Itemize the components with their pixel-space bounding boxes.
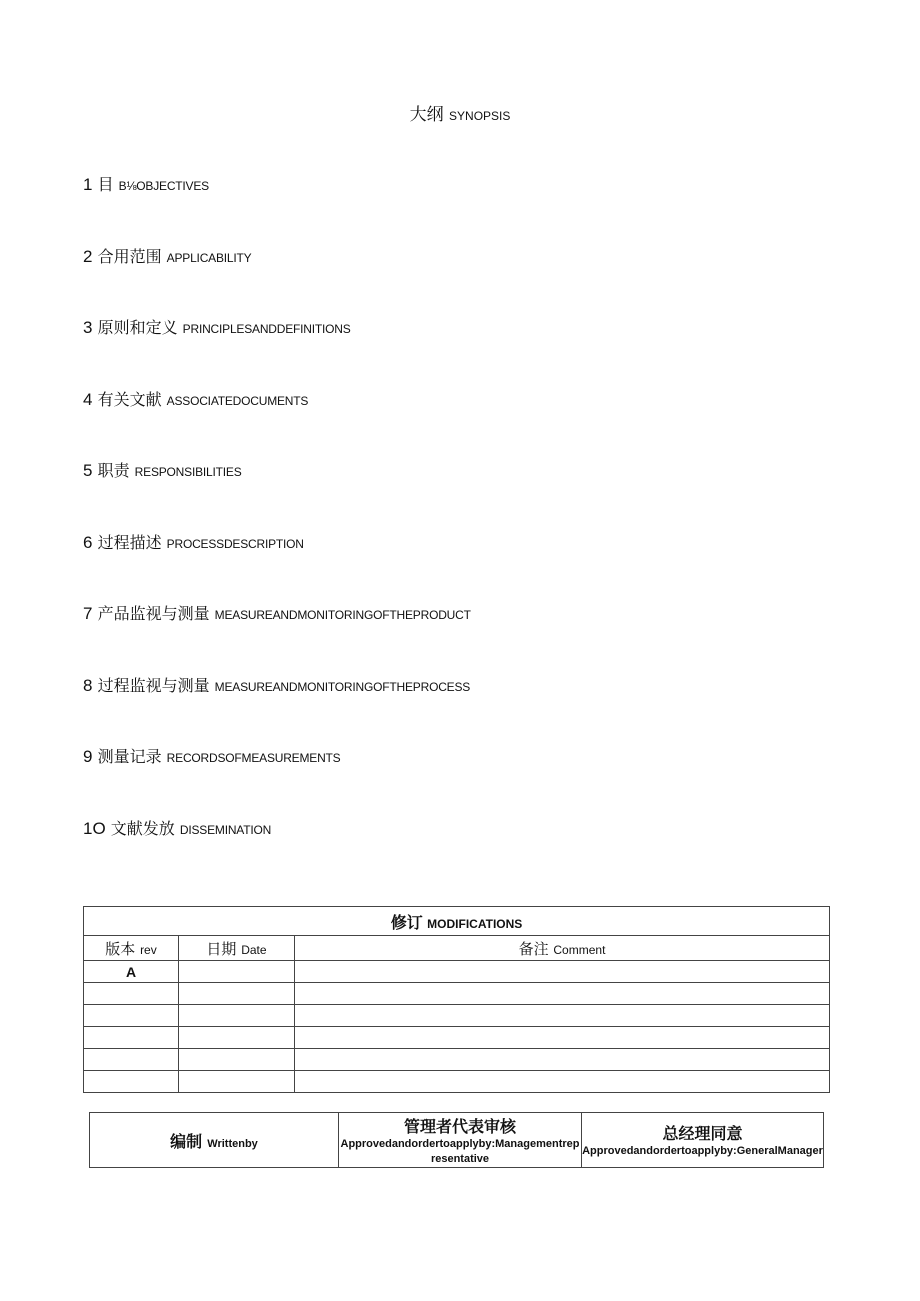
general-manager-approval-cell — [582, 1113, 824, 1168]
comment-cell — [295, 1049, 830, 1071]
general-manager-approval-en: Approvedandordertoapplyby:GeneralManager — [582, 1145, 823, 1157]
toc-number: 1O — [83, 819, 106, 838]
column-header-rev-en: rev — [140, 942, 157, 957]
date-cell — [179, 961, 295, 983]
table-row — [84, 1071, 830, 1093]
toc-item — [83, 744, 341, 767]
modifications-title — [84, 907, 830, 936]
rev-cell — [84, 1005, 179, 1027]
rev-cell — [84, 1027, 179, 1049]
comment-cell — [295, 961, 830, 983]
toc-title-en: PROCESSDESCRIPTION — [166, 537, 304, 551]
column-header-comment-en: Comment — [553, 942, 606, 957]
column-header-date-en: Date — [241, 942, 267, 957]
column-header-rev — [84, 936, 179, 961]
page-title — [0, 100, 920, 125]
toc-title-en: B⅛OBJECTIVES — [118, 179, 209, 193]
toc-item — [83, 458, 242, 481]
modifications-title-zh: 修订 — [390, 912, 423, 932]
toc-title-en: DISSEMINATION — [179, 823, 272, 837]
toc-title-zh: 过程描述 — [97, 533, 162, 552]
toc-title-zh: 目 — [97, 175, 114, 194]
toc-item — [83, 315, 351, 338]
toc-item — [83, 172, 209, 195]
management-approval-en: Approvedandordertoapplyby:Managementrepresentative — [340, 1137, 580, 1165]
toc-number: 6 — [83, 533, 93, 552]
toc-number: 4 — [83, 390, 93, 409]
page-title-en: SYNOPSIS — [449, 109, 511, 123]
column-header-date — [179, 936, 295, 961]
modifications-title-en: MODIFICATIONS — [427, 916, 523, 931]
toc-title-zh: 职责 — [97, 461, 130, 480]
rev-cell — [84, 1071, 179, 1093]
comment-cell — [295, 1005, 830, 1027]
general-manager-approval-zh: 总经理同意 — [662, 1124, 743, 1143]
date-cell — [179, 1049, 295, 1071]
management-approval-cell — [339, 1113, 582, 1168]
page-title-zh: 大纲 — [409, 105, 444, 125]
toc-title-zh: 合用范围 — [97, 247, 162, 266]
signature-table — [89, 1112, 824, 1168]
written-by-en: Writtenby — [207, 1137, 258, 1150]
column-header-rev-zh: 版本 — [105, 939, 136, 958]
toc-number: 3 — [83, 318, 93, 337]
toc-number: 9 — [83, 747, 93, 766]
table-row — [84, 1049, 830, 1071]
table-row — [84, 1027, 830, 1049]
toc-number: 5 — [83, 461, 93, 480]
toc-item — [83, 673, 470, 696]
rev-cell — [84, 983, 179, 1005]
toc-item — [83, 244, 251, 267]
date-cell — [179, 983, 295, 1005]
column-header-comment-zh: 备注 — [518, 939, 549, 958]
toc-number: 7 — [83, 604, 93, 623]
toc-title-zh: 测量记录 — [97, 747, 162, 766]
column-header-date-zh: 日期 — [206, 939, 237, 958]
management-approval-zh: 管理者代表审核 — [403, 1116, 516, 1136]
toc-title-en: APPLICABILITY — [166, 251, 252, 265]
toc-item — [83, 816, 271, 839]
toc-title-zh: 产品监视与测量 — [97, 604, 210, 623]
toc-title-en: RESPONSIBILITIES — [134, 465, 242, 479]
toc-number: 1 — [83, 175, 93, 194]
table-row — [84, 961, 830, 983]
toc-title-en: PRINCIPLESANDDEFINITIONS — [182, 322, 351, 336]
toc-item — [83, 387, 308, 410]
comment-cell — [295, 1027, 830, 1049]
date-cell — [179, 1027, 295, 1049]
table-row — [84, 1005, 830, 1027]
table-row — [84, 983, 830, 1005]
toc-title-zh: 过程监视与测量 — [97, 676, 210, 695]
comment-cell — [295, 1071, 830, 1093]
comment-cell — [295, 983, 830, 1005]
toc-item — [83, 601, 471, 624]
toc-title-zh: 原则和定义 — [97, 318, 178, 337]
written-by-zh: 编制 — [170, 1131, 203, 1151]
toc-title-en: MEASUREANDMONITORINGOFTHEPRODUCT — [214, 608, 471, 622]
date-cell — [179, 1005, 295, 1027]
toc-number: 8 — [83, 676, 93, 695]
toc-title-en: ASSOCIATEDOCUMENTS — [166, 394, 309, 408]
column-header-comment — [295, 936, 830, 961]
toc-item — [83, 530, 304, 553]
date-cell — [179, 1071, 295, 1093]
toc-title-zh: 有关文献 — [97, 390, 162, 409]
modifications-table — [83, 906, 830, 1093]
written-by-cell — [90, 1113, 339, 1168]
toc-number: 2 — [83, 247, 93, 266]
rev-cell — [84, 1049, 179, 1071]
toc-title-en: RECORDSOFMEASUREMENTS — [166, 751, 341, 765]
toc-title-zh: 文献发放 — [110, 819, 175, 838]
rev-cell: A — [84, 961, 179, 983]
toc-title-en: MEASUREANDMONITORINGOFTHEPROCESS — [214, 680, 471, 694]
